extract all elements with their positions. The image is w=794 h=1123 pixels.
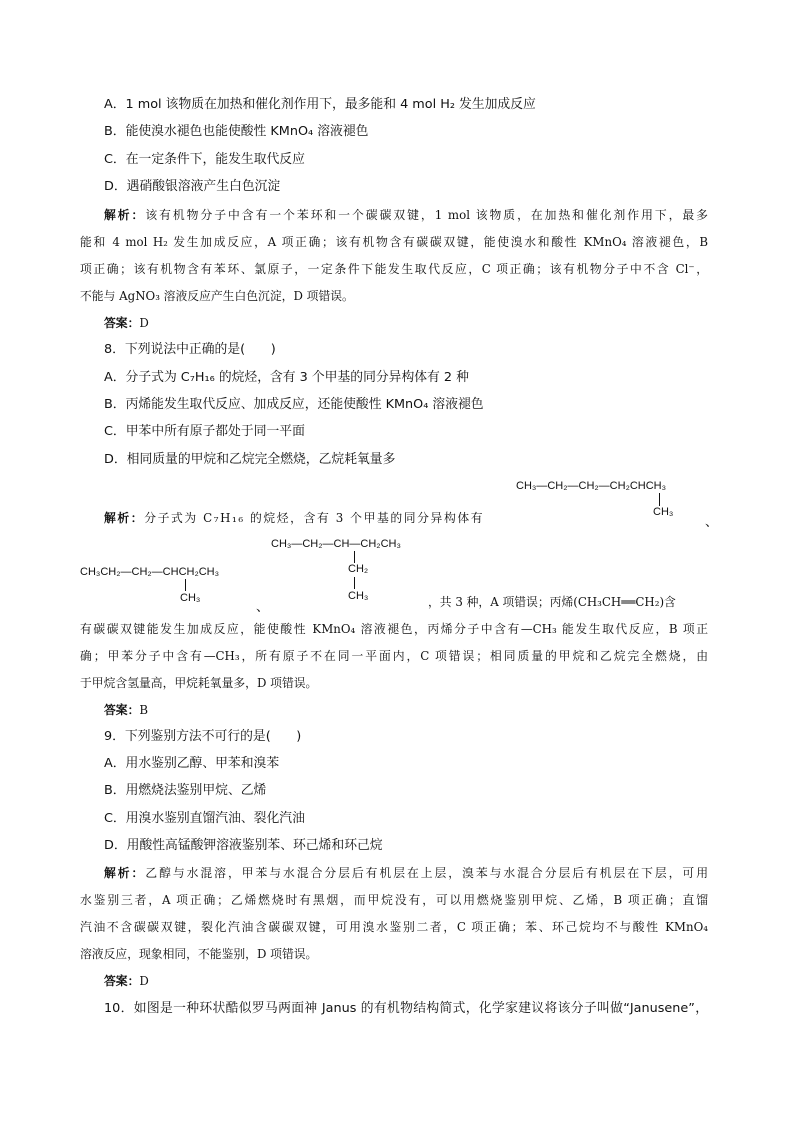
- q8-answer: [104, 701, 148, 719]
- separator-1: 、: [705, 514, 719, 529]
- q8-explanation-line-3: 有碳碳双键能发生加成反应，能使酸性 KMnO₄ 溶液褪色，丙烯分子中含有—CH₃ 能发生取代反应，B 项正: [80, 622, 708, 636]
- q9-option-b: B．用燃烧法鉴别甲烷、乙烯: [104, 783, 267, 798]
- answer-label: 答案：: [104, 974, 140, 988]
- structure-3-bond-1: [354, 551, 355, 563]
- q7-option-d: D．遇硝酸银溶液产生白色沉淀: [104, 179, 281, 194]
- structure-1-branch: CH₃: [653, 506, 674, 518]
- q8-explanation-line-2: ，共 3 种，A 项错误；丙烯(CH₃CH══CH₂)含: [428, 595, 676, 609]
- q7-answer: [104, 314, 149, 332]
- structure-1-main-chain: CH₃—CH₂—CH₂—CH₂CHCH₃: [516, 480, 667, 492]
- q8-stem: 8．下列说法中正确的是( ): [104, 342, 276, 357]
- structure-3-branch-1: CH₂: [348, 563, 369, 575]
- q9-option-a: A．用水鉴别乙醇、甲苯和溴苯: [104, 756, 280, 771]
- q7-explanation-line-4: 不能与 AgNO₃ 溶液反应产生白色沉淀，D 项错误。: [80, 289, 354, 303]
- q7-option-a: A．1 mol 该物质在加热和催化剂作用下，最多能和 4 mol H₂ 发生加成反应: [104, 97, 536, 112]
- structure-3-bond-2: [354, 577, 355, 589]
- structure-1-bond: [659, 493, 660, 506]
- structure-2-main-chain: CH₃CH₂—CH₂—CHCH₂CH₃: [80, 566, 220, 578]
- q9-explanation-line-3: 汽油不含碳碳双键，裂化汽油含碳碳双键，可用溴水鉴别二者，C 项正确；苯、环己烷均不与酸性 KMnO₄: [80, 920, 708, 934]
- structure-2-branch: CH₃: [180, 592, 201, 604]
- answer-label: 答案：: [104, 703, 140, 717]
- explanation-label: 解析：: [104, 866, 146, 880]
- q9-option-d: D．用酸性高锰酸钾溶液鉴别苯、环己烯和环己烷: [104, 838, 383, 853]
- explanation-label: 解析：: [104, 511, 145, 525]
- q8-option-a: A．分子式为 C₇H₁₆ 的烷烃，含有 3 个甲基的同分异构体有 2 种: [104, 370, 469, 385]
- answer-label: 答案：: [104, 316, 140, 330]
- explanation-label: 解析：: [104, 208, 146, 222]
- q8-explanation-line-5: 于甲烷含氢量高，甲烷耗氧量多，D 项错误。: [80, 676, 318, 690]
- answer-value: D: [139, 316, 149, 330]
- q8-option-b: B．丙烯能发生取代反应、加成反应，还能使酸性 KMnO₄ 溶液褪色: [104, 397, 484, 412]
- q9-explanation-line-1: 解析：乙醇与水混溶，甲苯与水混合分层后有机层在上层，溴苯与水混合分层后有机层在下层，可用: [104, 866, 708, 880]
- structure-3-main-chain: CH₃—CH₂—CH—CH₂CH₃: [271, 538, 401, 550]
- q8-option-c: C．甲苯中所有原子都处于同一平面: [104, 424, 305, 439]
- structure-2-bond: [185, 579, 186, 591]
- q10-stem: 10．如图是一种环状酷似罗马两面神 Janus 的有机物结构简式，化学家建议将该分子叫做“Janusene”，: [104, 1001, 708, 1016]
- q8-explanation-line-4: 确；甲苯分子中含有—CH₃，所有原子不在同一平面内，C 项错误；相同质量的甲烷和乙烷完全燃烧，由: [80, 649, 708, 663]
- q9-stem: 9．下列鉴别方法不可行的是( ): [104, 729, 302, 744]
- separator-2: 、: [256, 599, 270, 614]
- q9-explanation-line-2: 水鉴别三者，A 项正确；乙烯燃烧时有黑烟，而甲烷没有，可以用燃烧鉴别甲烷、乙烯，B 项正确；直馏: [80, 893, 708, 907]
- q9-answer: [104, 972, 149, 990]
- answer-value: B: [139, 703, 149, 717]
- q9-option-c: C．用溴水鉴别直馏汽油、裂化汽油: [104, 811, 305, 826]
- q7-option-b: B．能使溴水褪色也能使酸性 KMnO₄ 溶液褪色: [104, 124, 369, 139]
- q7-option-c: C．在一定条件下，能发生取代反应: [104, 152, 305, 167]
- answer-value: D: [139, 974, 149, 988]
- q9-explanation-line-4: 溶液反应，现象相同，不能鉴别，D 项错误。: [80, 947, 318, 961]
- q8-option-d: D．相同质量的甲烷和乙烷完全燃烧，乙烷耗氧量多: [104, 452, 396, 467]
- structure-3-branch-2: CH₃: [348, 590, 369, 602]
- q7-explanation-line-1: 解析：该有机物分子中含有一个苯环和一个碳碳双键，1 mol 该物质，在加热和催化剂作用下，最多: [104, 208, 708, 222]
- q7-explanation-line-3: 项正确；该有机物含有苯环、氯原子，一定条件下能发生取代反应，C 项正确；该有机物分子中不含 Cl⁻，: [80, 262, 708, 276]
- q8-explanation-line-1: 解析：分子式为 C₇H₁₆ 的烷烃，含有 3 个甲基的同分异构体有: [104, 511, 485, 525]
- q7-explanation-line-2: 能和 4 mol H₂ 发生加成反应，A 项正确；该有机物含有碳碳双键，能使溴水和酸性 KMnO₄ 溶液褪色，B: [80, 235, 708, 249]
